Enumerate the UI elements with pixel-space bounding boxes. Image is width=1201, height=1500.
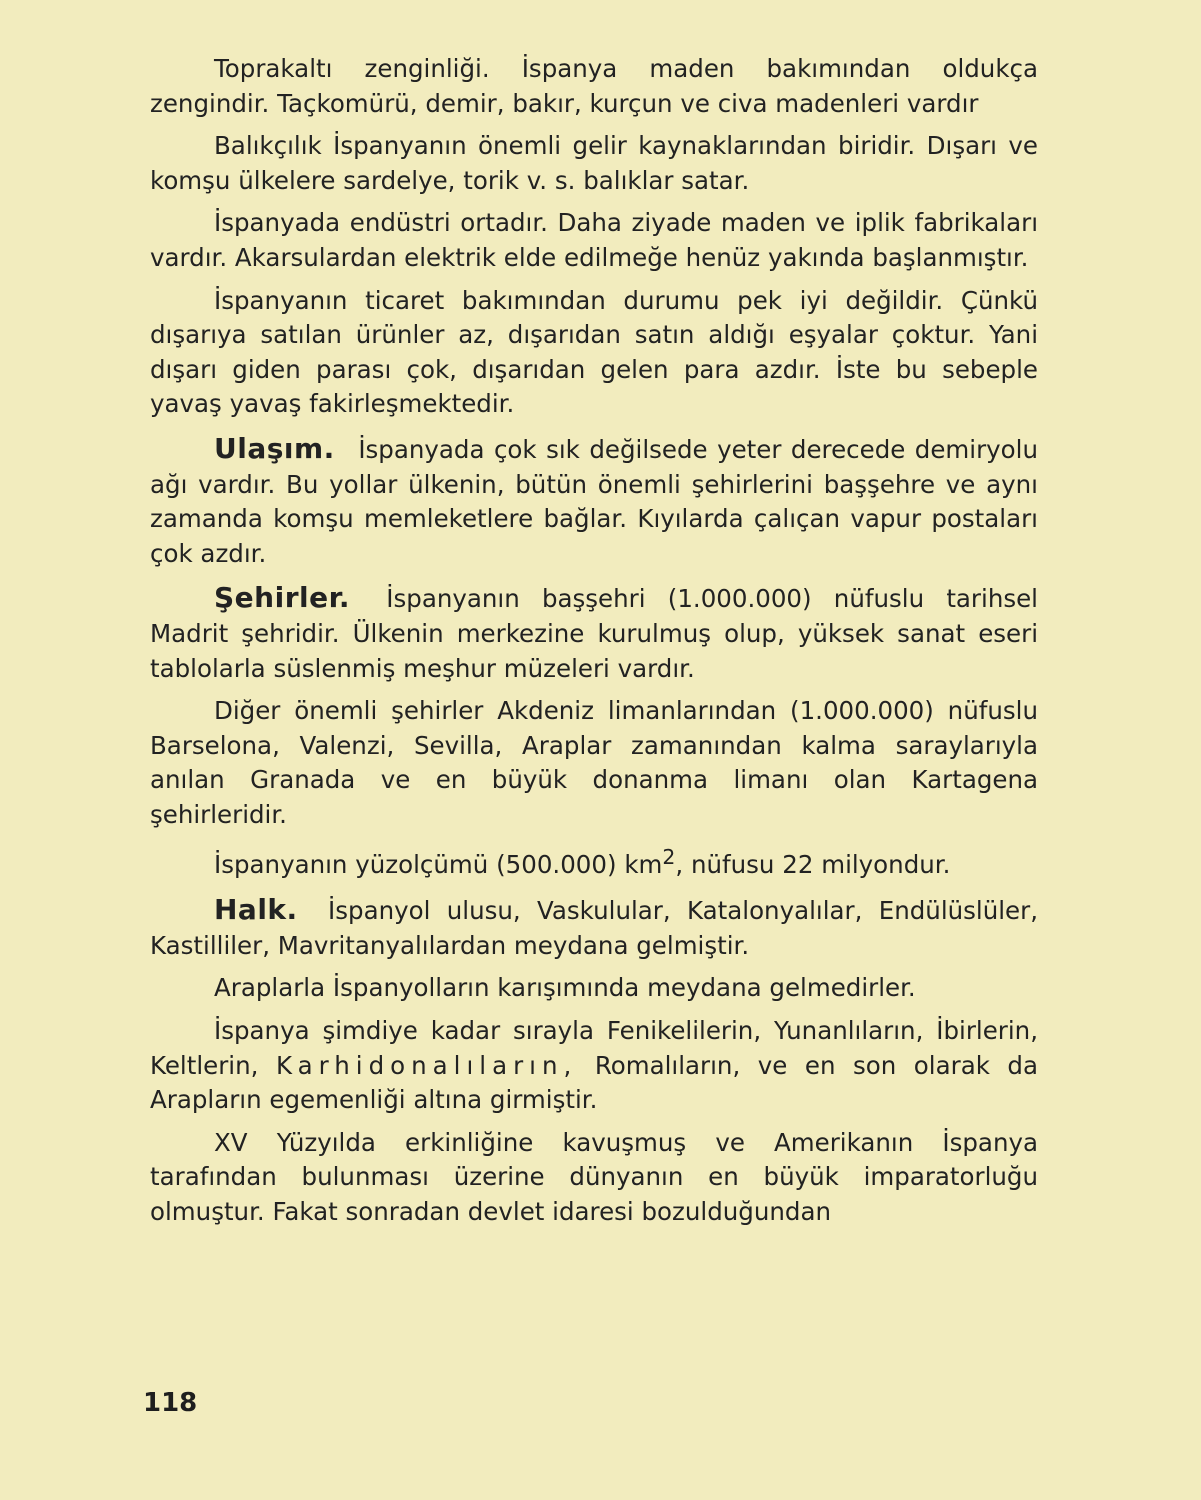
paragraph-trade: İspanyanın ticaret bakımından durumu pek iyi değildir. Çünkü dışarıya satılan ürünler az, dışarıdan satın aldığı eşyalar çoktur. Yani dışarı giden parası çok, dışarıdan gelen para azdır. İste bu sebeple yavaş yavaş fakirleşmektedir.: [150, 285, 1038, 419]
paragraph-empire: XV Yüzyılda erkinliğine kavuşmuş ve Amerikanın İspanya tarafından bulunması üzerine dünyanın en büyük imparatorluğu olmuştur. Fakat sonradan devlet idaresi bozulduğundan: [150, 1127, 1038, 1226]
paragraph-area-population: [150, 840, 1038, 883]
rulers-text-after: Romalıların, ve en son olarak da Arapların egemenliği altına girmiştir.: [150, 1050, 1038, 1115]
section-body-transport: İspanyada çok sık değilsede yeter derecede demiryolu ağı vardır. Bu yollar ülkenin, bütün önemli şehirlerini başşehre ve aynı zamanda komşu memleketlere bağlar. Kıyılarda çalıçan vapur postaları çok azdır.: [150, 434, 1038, 568]
section-transport: [150, 432, 1038, 571]
page-body: [150, 52, 1038, 1238]
population-text: , nüfusu 22 milyondur.: [675, 850, 951, 880]
section-body-cities: İspanyanın başşehri (1.000.000) nüfuslu tarihsel Madrit şehridir. Ülkenin merkezine kurulmuş olup, yüksek sanat eseri tablolarla süslenmiş meşhur müzeleri vardır.: [150, 584, 1038, 683]
paragraph-arab-mixture: Araplarla İspanyolların karışımında meydana gelmedirler.: [214, 973, 916, 1003]
area-text: İspanyanın yüzolçümü (500.000) km: [214, 850, 663, 880]
section-heading-people: Halk.: [214, 893, 298, 927]
rulers-text-spaced: Karhidonalıların,: [275, 1050, 578, 1080]
page-number: 118: [143, 1388, 198, 1418]
paragraph-other-cities: Diğer önemli şehirler Akdeniz limanlarından (1.000.000) nüfuslu Barselona, Valenzi, Sevilla, Araplar zamanından kalma saraylarıyla anılan Granada ve en büyük donanma limanı olan Kartagena şehirleridir.: [150, 696, 1038, 829]
paragraph-underground-wealth: Toprakaltı zenginliği. İspanya maden bakımından oldukça zengindir. Taçkomürü, demir, bakır, kurçun ve civa madenleri vardır: [150, 54, 1038, 118]
paragraph-rulers: [150, 1014, 1038, 1118]
rulers-text-before: İspanya şimdiye kadar sırayla Fenikelilerin, Yunanlıların, İbirlerin, Keltlerin,: [150, 1016, 1038, 1080]
section-heading-cities: Şehirler.: [214, 581, 351, 615]
paragraph-fishing: Balıkçılık İspanyanın önemli gelir kaynaklarından biridir. Dışarı ve komşu ülkelere sardelye, torik v. s. balıklar satar.: [150, 131, 1038, 195]
section-cities: [150, 581, 1038, 686]
section-heading-transport: Ulaşım.: [214, 431, 335, 465]
section-body-people: İspanyol ulusu, Vaskulular, Katalonyalılar, Endülüslüler, Kastilliler, Mavritanyalılardan meydana gelmiştir.: [150, 896, 1038, 960]
area-superscript: 2: [662, 845, 676, 870]
section-people: [150, 893, 1038, 963]
paragraph-industry: İspanyada endüstri ortadır. Daha ziyade maden ve iplik fabrikaları vardır. Akarsulardan elektrik elde edilmeğe henüz yakında başlanmıştır.: [150, 208, 1038, 272]
